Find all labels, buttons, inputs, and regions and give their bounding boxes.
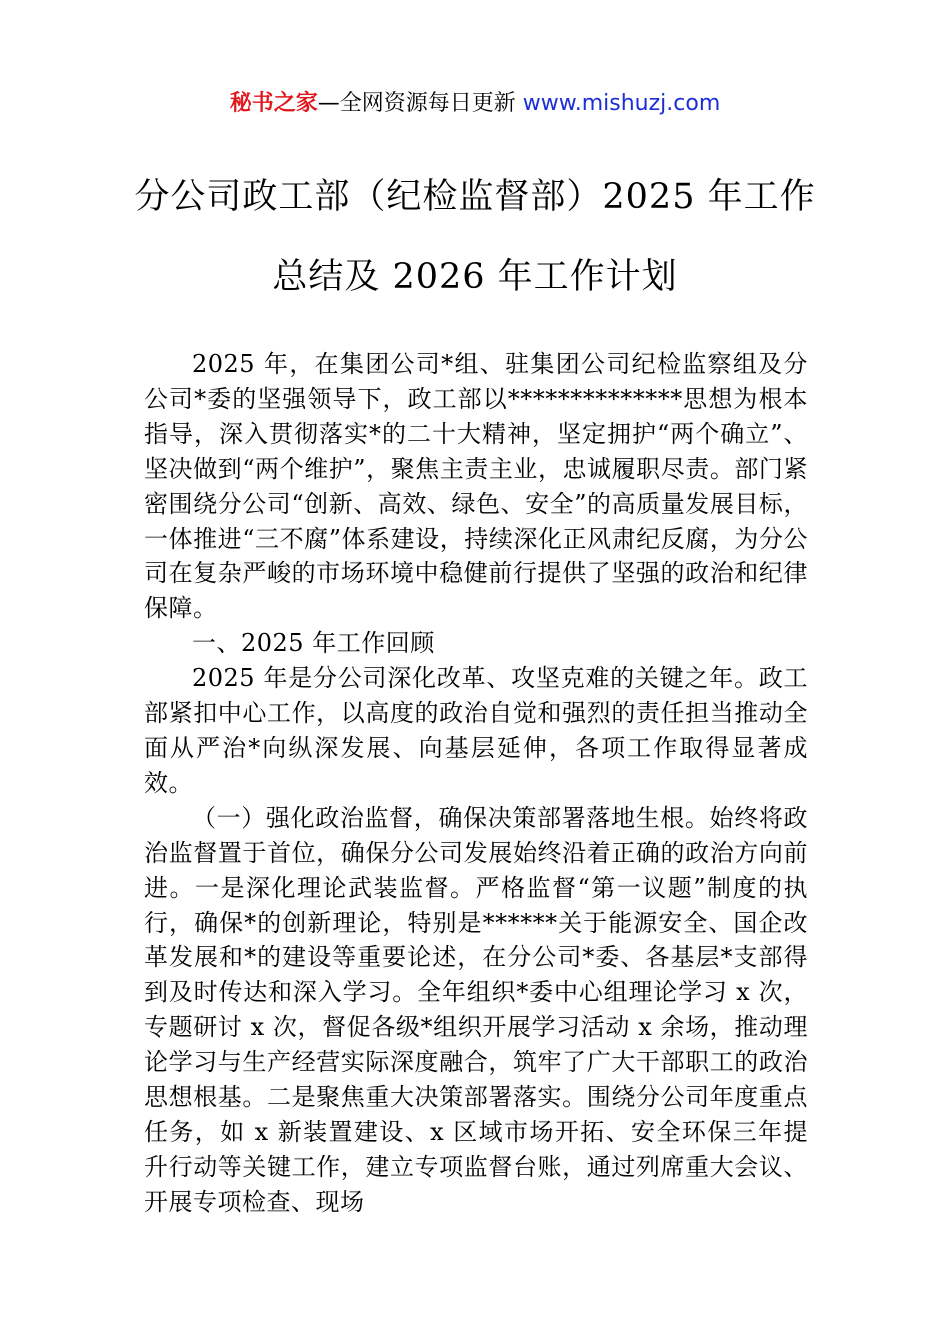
document-title bbox=[60, 157, 890, 317]
document-body bbox=[144, 347, 808, 1220]
site-brand[interactable]: 秘书之家 bbox=[229, 91, 318, 116]
section-heading: 一、2025 年工作回顾 bbox=[192, 629, 435, 658]
site-url-link[interactable]: www.mishuzj.com bbox=[522, 91, 721, 116]
site-tagline: —全网资源每日更新 bbox=[317, 91, 523, 116]
intro-paragraph: 2025 年，在集团公司*组、驻集团公司纪检监察组及分公司*委的坚强领导下，政工部以**************思想为根本指导，深入贯彻落实*的二十大精神，坚定拥护“两个确立”、坚决做到“两个维护”，聚焦主责主业，忠诚履职尽责。部门紧密围绕分公司“创新、高效、绿色、安全”的高质量发展目标，一体推进“三不腐”体系建设，持续深化正风肃纪反腐，为分公司在复杂严峻的市场环境中稳健前行提供了坚强的政治和纪律保障。 bbox=[144, 350, 808, 623]
political-supervision-paragraph: （一）强化政治监督，确保决策部署落地生根。始终将政治监督置于首位，确保分公司发展始终沿着正确的政治方向前进。一是深化理论武装监督。严格监督“第一议题”制度的执行，确保*的创新理论，特别是******关于能源安全、国企改革发展和*的建设等重要论述，在分公司*委、各基层*支部得到及时传达和深入学习。全年组织*委中心组理论学习 x 次，专题研讨 x 次，督促各级*组织开展学习活动 x 余场，推动理论学习与生产经营实际深度融合，筑牢了广大干部职工的政治思想根基。二是聚焦重大决策部署落实。围绕分公司年度重点任务，如 x 新装置建设、x 区域市场开拓、安全环保三年提升行动等关键工作，建立专项监督台账，通过列席重大会议、开展专项检查、现场 bbox=[144, 803, 808, 1216]
title-line-1: 分公司政工部（纪检监督部）2025 年工作 bbox=[134, 177, 816, 217]
site-header bbox=[0, 88, 950, 120]
review-paragraph: 2025 年是分公司深化改革、攻坚克难的关键之年。政工部紧扣中心工作，以高度的政治自觉和强烈的责任担当推动全面从严治*向纵深发展、向基层延伸，各项工作取得显著成效。 bbox=[144, 664, 808, 797]
title-line-2: 总结及 2026 年工作计划 bbox=[272, 257, 678, 297]
